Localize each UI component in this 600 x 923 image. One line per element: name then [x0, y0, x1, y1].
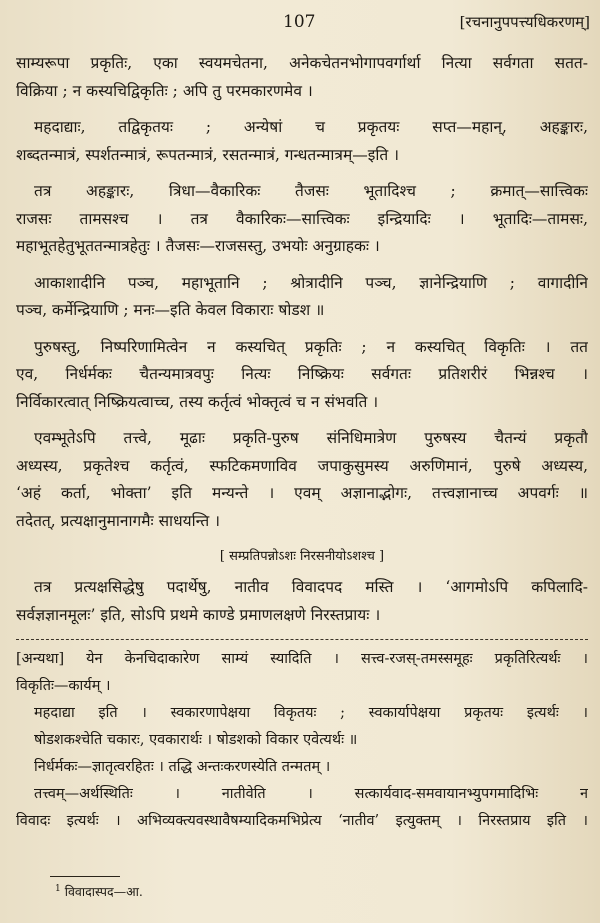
text-line: विक्रिया ; न कस्यचिद्विकृतिः ; अपि तु परमकारणमेव ।	[16, 81, 313, 100]
text-line: शब्दतन्मात्रं, स्पर्शतन्मात्रं, रूपतन्मात्रं, रसतन्मात्रं, गन्धतन्मात्रम्—इति ।	[16, 145, 399, 164]
text-line: ‘अहं कर्ता, भोक्ता’ इति मन्यन्ते । एवम् अज्ञानाद्भोगः, तत्त्वज्ञानाच्च अपवर्गः ॥	[16, 484, 588, 502]
paragraph	[16, 114, 588, 169]
text-line: साम्यरूपा प्रकृतिः, एका स्वयमचेतना, अनेकचेतनभोगापवर्गार्था नित्या सर्वगता सतत-	[16, 54, 588, 72]
text-line: एव, निर्धर्मकः चैतन्यमात्रवपुः नित्यः निष्क्रियः सर्वगतः प्रतिशरीरं भिन्नश्च ।	[16, 365, 588, 383]
running-title: [रचनानुपपत्त्यधिकरणम्]	[459, 13, 590, 31]
commentary-line: विवादः इत्यर्थः । अभिव्यक्त्यवस्थावैषम्यादिकमभिप्रेत्य ‘नातीव’ इत्युक्तम् । निरस्तप्राय इति ।	[16, 813, 588, 829]
footnote-text: विवादास्पद—आ.	[64, 884, 143, 899]
footnote	[55, 883, 143, 900]
text-line: महदाद्याः, तद्विकृतयः ; अन्येषां च प्रकृतयः सप्त—महान्, अहङ्कारः,	[34, 118, 588, 136]
paragraph	[16, 270, 588, 325]
commentary-line: षोडशकश्चेति चकारः, एवकारार्थः । षोडशको विकार एवेत्यर्थः ॥	[34, 732, 358, 748]
page-number: 107	[283, 12, 316, 32]
paragraph	[16, 334, 588, 417]
footnote-rule	[50, 876, 120, 877]
text-line: पञ्च, कर्मेन्द्रियाणि ; मनः—इति केवल विकाराः षोडश ॥	[16, 301, 325, 319]
commentary-line: [अन्यथा] येन केनचिदाकारेण साम्यं स्यादिति । सत्त्व-रजस्-तमस्समूहः प्रकृतिरित्यर्थः ।	[16, 651, 588, 667]
section-subheading: [ सम्प्रतिपन्नोऽशः निरसनीयोऽशश्च ]	[219, 549, 385, 564]
paragraph	[16, 425, 588, 535]
paragraph	[16, 50, 588, 105]
page-header	[0, 8, 600, 34]
text-line: तत्र प्रत्यक्षसिद्धेषु पदार्थेषु, नातीव विवादपद मस्ति । ‘आगमोऽपि कपिलादि-	[34, 578, 588, 596]
text-line: एवम्भूतेऽपि तत्त्वे, मूढाः प्रकृति-पुरुष संनिधिमात्रेण पुरुषस्य चैतन्यं प्रकृतौ	[34, 429, 588, 447]
text-line: तदेतत्, प्रत्यक्षानुमानागमैः साधयन्ति ।	[16, 511, 221, 530]
commentary-line: विकृतिः—कार्यम् ।	[16, 678, 111, 694]
text-line: अध्यस्य, प्रकृतेश्च कर्तृत्वं, स्फटिकमणाविव जपाकुसुमस्य अरुणिमानं, पुरुषे अध्यस्य,	[16, 456, 588, 475]
text-line: महाभूतहेतुभूततन्मात्रहेतुः । तैजसः—राजसस्तु, उभयोः अनुग्राहकः ।	[16, 237, 380, 255]
paragraph	[16, 574, 588, 629]
text-line: राजसः तामसश्च । तत्र वैकारिकः—सात्त्विकः इन्द्रियादिः । भूतादिः—तामसः,	[16, 209, 588, 228]
commentary-line: तत्त्वम्—अर्थस्थितिः । नातीवेति । सत्कार्यवाद-समवायानभ्युपगमादिभिः न	[34, 786, 588, 802]
text-line: निर्विकारत्वात् निष्क्रियत्वाच्च, तस्य कर्तृत्वं भोक्तृत्वं च न संभवति ।	[16, 392, 379, 411]
text-line: तत्र अहङ्कारः, त्रिधा—वैकारिकः तैजसः भूतादिश्च ; क्रमात्—सात्त्विकः	[34, 182, 588, 200]
text-line: पुरुषस्तु, निष्परिणामित्वेन न कस्यचित् प्रकृतिः ; न कस्यचित् विकृतिः । तत	[34, 337, 588, 356]
paragraph	[16, 178, 588, 261]
commentary-line: निर्धर्मकः—ज्ञातृत्वरहितः । तद्धि अन्तःकरणस्येति तन्मतम् ।	[34, 759, 331, 775]
footnote-marker: 1	[55, 883, 61, 894]
text-line: आकाशादीनि पञ्च, महाभूतानि ; श्रोत्रादीनि पञ्च, ज्ञानेन्द्रियाणि ; वागादीनि	[34, 273, 588, 292]
text-line: सर्वज्ञज्ञानमूलः’ इति, सोऽपि प्रथमे काण्डे प्रमाणलक्षणे निरस्तप्रायः ।	[16, 605, 381, 624]
commentary-line: महदाद्या इति । स्वकारणापेक्षया विकृतयः ; स्वकार्यापेक्षया प्रकृतयः इत्यर्थः ।	[34, 705, 588, 721]
commentary	[16, 639, 588, 835]
main-text	[16, 50, 588, 835]
